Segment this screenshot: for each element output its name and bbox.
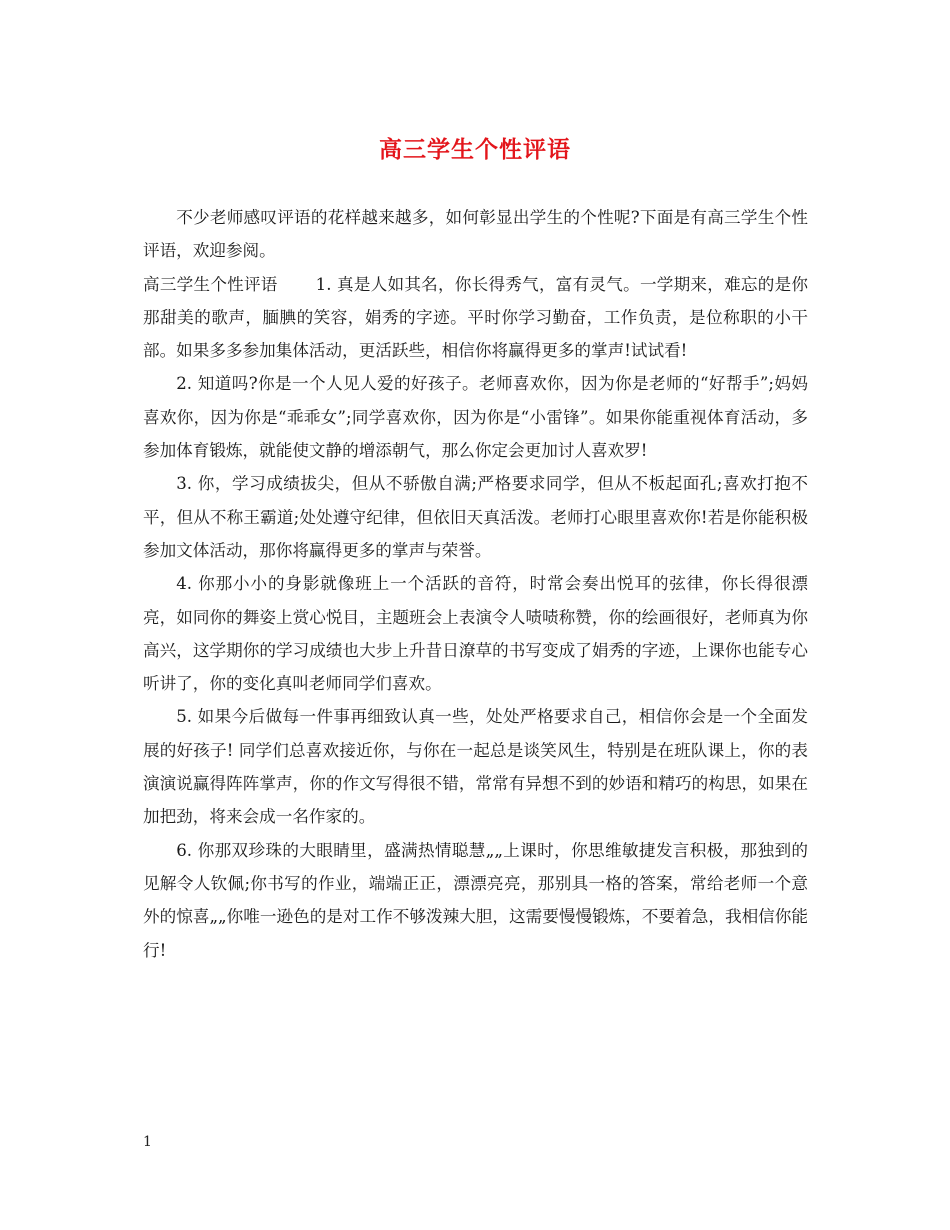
document-body	[143, 201, 808, 967]
item-paragraph-4: 4. 你那小小的身影就像班上一个活跃的音符，时常会奏出悦耳的弦律，你长得很漂亮，如同你的舞姿上赏心悦目，主题班会上表演令人啧啧称赞，你的绘画很好，老师真为你高兴，这学期你的学习成绩也大步上升昔日潦草的书写变成了娟秀的字迹，上课你也能专心听讲了，你的变化真叫老师同学们喜欢。	[143, 574, 808, 694]
page-number: 1	[143, 1134, 152, 1150]
item-paragraph-2: 2. 知道吗?你是一个人见人爱的好孩子。老师喜欢你，因为你是老师的“好帮手”;妈妈喜欢你，因为你是“乖乖女”;同学喜欢你，因为你是“小雷锋”。如果你能重视体育活动，多参加体育锻炼，就能使文静的增添朝气，那么你定会更加讨人喜欢罗!	[143, 374, 808, 461]
item-paragraph-3: 3. 你，学习成绩拔尖，但从不骄傲自满;严格要求同学，但从不板起面孔;喜欢打抱不平，但从不称王霸道;处处遵守纪律，但依旧天真活泼。老师打心眼里喜欢你!若是你能积极参加文体活动，那你将赢得更多的掌声与荣誉。	[143, 474, 808, 560]
item-paragraph-1	[143, 268, 808, 368]
section-label: 高三学生个性评语	[143, 274, 278, 294]
item-paragraph-5: 5. 如果今后做每一件事再细致认真一些，处处严格要求自己，相信你会是一个全面发展的好孩子! 同学们总喜欢接近你，与你在一起总是谈笑风生，特别是在班队课上，你的表演演说赢得阵阵掌声，你的作文写得很不错，常常有异想不到的妙语和精巧的构思，如果在加把劲，将来会成一名作家的。	[143, 707, 808, 827]
document-title: 高三学生个性评语	[379, 136, 571, 163]
item-text-1: 1. 真是人如其名，你长得秀气，富有灵气。一学期来，难忘的是你那甜美的歌声，腼腆的笑容，娟秀的字迹。平时你学习勤奋，工作负责，是位称职的小干部。如果多多参加集体活动，更活跃些，相信你将赢得更多的掌声!试试看!	[143, 274, 809, 361]
intro-paragraph: 不少老师感叹评语的花样越来越多，如何彰显出学生的个性呢?下面是有高三学生个性评语，欢迎参阅。	[143, 208, 808, 261]
item-paragraph-6: 6. 你那双珍珠的大眼睛里，盛满热情聪慧„„上课时，你思维敏捷发言积极，那独到的见解令人钦佩;你书写的作业，端端正正，漂漂亮亮，那别具一格的答案，常给老师一个意外的惊喜„„你唯一逊色的是对工作不够泼辣大胆，这需要慢慢锻炼，不要着急，我相信你能行!	[143, 840, 808, 960]
